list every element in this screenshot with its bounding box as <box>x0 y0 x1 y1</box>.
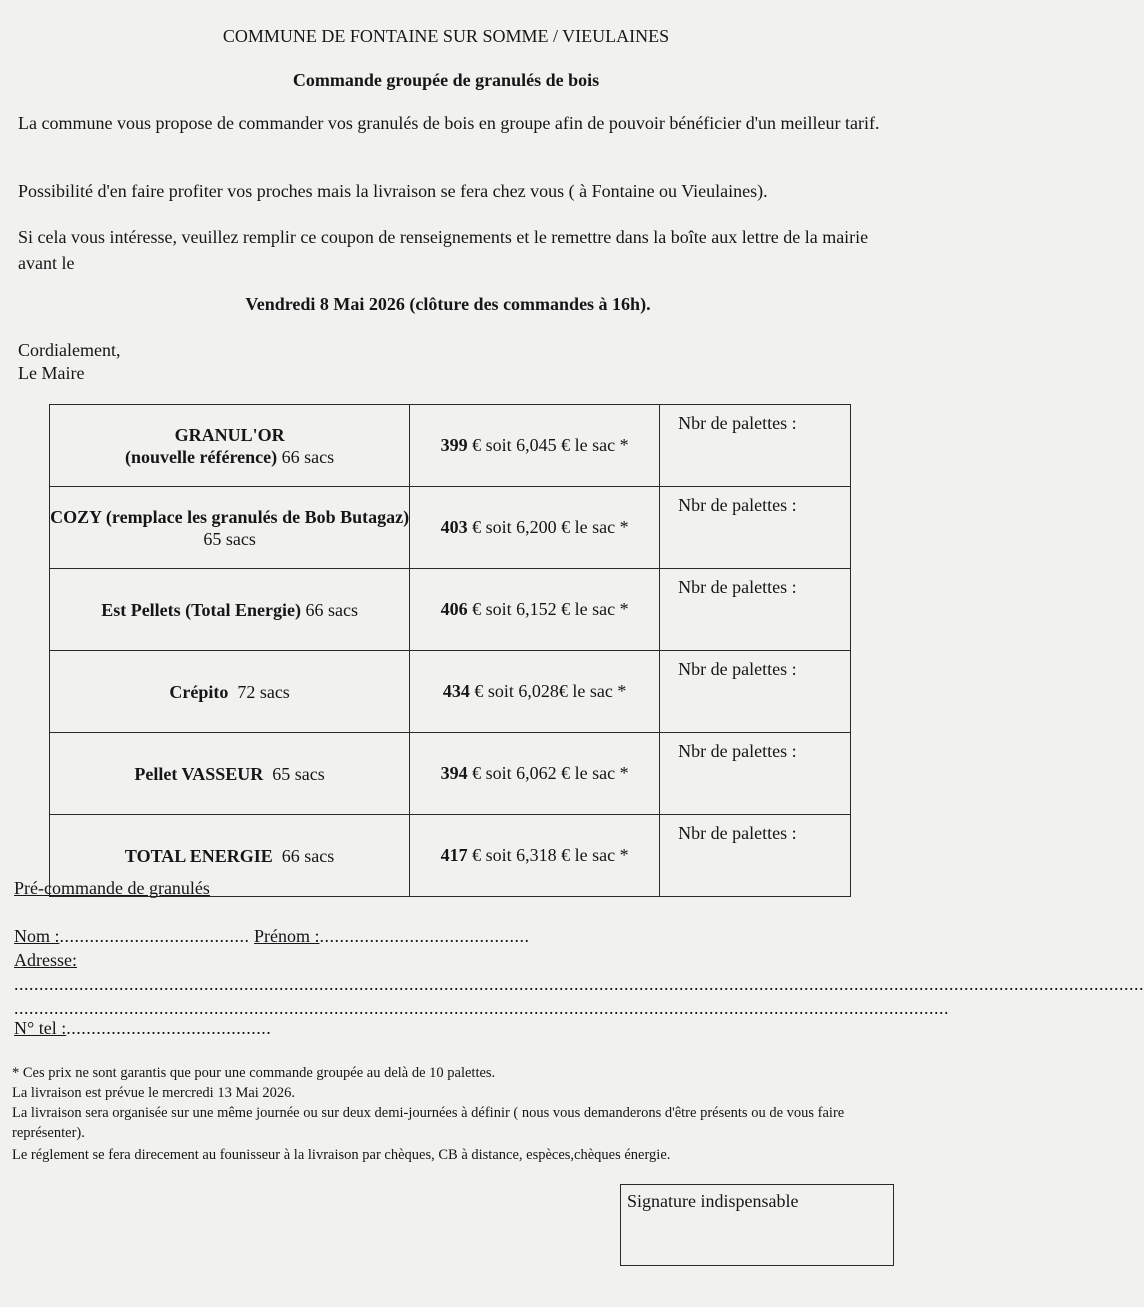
price-detail: € soit 6,152 € le sac * <box>467 599 629 619</box>
pallet-price: 406 <box>440 599 468 619</box>
product-price <box>410 815 660 897</box>
table-row <box>50 487 851 569</box>
pallet-price: 403 <box>440 517 468 537</box>
pallets-field[interactable]: Nbr de palettes : <box>660 733 851 815</box>
pallet-price: 399 <box>440 435 468 455</box>
note-delivery-date: La livraison est prévue le mercredi 13 Mai 2026. <box>12 1085 296 1101</box>
commune-heading: COMMUNE DE FONTAINE SUR SOMME / VIEULAINES <box>222 26 670 46</box>
tel-field[interactable]: ......................................... <box>66 1018 272 1038</box>
pallet-price: 394 <box>440 763 468 783</box>
pallets-field[interactable]: Nbr de palettes : <box>660 487 851 569</box>
product-name <box>50 569 410 651</box>
table-row <box>50 569 851 651</box>
price-detail: € soit 6,318 € le sac * <box>467 845 629 865</box>
product-name-bold: TOTAL ENERGIE <box>124 845 273 866</box>
note-delivery-organisation: La livraison sera organisée sur une même journée ou sur deux demi-journées à définir ( nous vous demanderons d'être présents ou de vous faire représenter). <box>12 1105 845 1141</box>
product-bags: 66 sacs <box>301 599 358 620</box>
pallet-price: 417 <box>440 845 468 865</box>
product-price <box>410 487 660 569</box>
price-detail: € soit 6,028€ le sac * <box>469 681 627 701</box>
signature-box[interactable] <box>620 1184 894 1266</box>
table-row <box>50 405 851 487</box>
product-price <box>410 651 660 733</box>
price-detail: € soit 6,200 € le sac * <box>467 517 629 537</box>
product-bags: 65 sacs <box>263 763 325 784</box>
proches-paragraph: Possibilité d'en faire profiter vos proches mais la livraison se fera chez vous ( à Fontaine ou Vieulaines). <box>18 181 768 201</box>
preorder-title: Pré-commande de granulés <box>14 878 210 898</box>
pallets-field[interactable]: Nbr de palettes : <box>660 815 851 897</box>
product-name-bold: GRANUL'OR <box>174 424 285 445</box>
deadline: Vendredi 8 Mai 2026 (clôture des commandes à 16h). <box>245 294 651 314</box>
note-price-guarantee: * Ces prix ne sont garantis que pour une commande groupée au delà de 10 palettes. <box>12 1065 496 1081</box>
table-row <box>50 733 851 815</box>
intro-paragraph: La commune vous propose de commander vos granulés de bois en groupe afin de pouvoir bénéficier d'un meilleur tarif. <box>18 113 880 133</box>
pallets-field[interactable]: Nbr de palettes : <box>660 569 851 651</box>
table-row <box>50 651 851 733</box>
prenom-field[interactable]: .......................................... <box>319 926 530 946</box>
price-detail: € soit 6,062 € le sac * <box>467 763 629 783</box>
document-subject: Commande groupée de granulés de bois <box>292 70 600 90</box>
adresse-field-line1[interactable]: .................................................................................................................................................................................................................................. <box>14 974 1144 994</box>
product-name-bold-line2: (nouvelle référence) <box>125 446 278 467</box>
price-detail: € soit 6,045 € le sac * <box>467 435 629 455</box>
product-name-bold: Crépito <box>169 681 229 702</box>
nom-label: Nom : <box>14 926 60 946</box>
product-name <box>50 405 410 487</box>
product-bags: 72 sacs <box>228 681 290 702</box>
product-price <box>410 733 660 815</box>
pallets-field[interactable]: Nbr de palettes : <box>660 405 851 487</box>
product-name-bold: COZY (remplace les granulés de Bob Butagaz) <box>50 506 410 527</box>
product-name <box>50 651 410 733</box>
instructions-paragraph: Si cela vous intéresse, veuillez remplir ce coupon de renseignements et le remettre dans la boîte aux lettre de la mairie avant le <box>18 227 869 273</box>
nom-field[interactable]: ...................................... <box>59 926 250 946</box>
signature-label: Signature indispensable <box>627 1191 799 1211</box>
product-name <box>50 733 410 815</box>
product-name-bold: Est Pellets (Total Energie) <box>101 599 301 620</box>
adresse-label: Adresse: <box>14 950 77 970</box>
name-row <box>14 926 530 947</box>
product-price <box>410 405 660 487</box>
note-payment: Le réglement se fera direcement au founisseur à la livraison par chèques, CB à distance, espèces,chèques énergie. <box>12 1147 671 1163</box>
products-table <box>49 404 851 897</box>
pallets-field[interactable]: Nbr de palettes : <box>660 651 851 733</box>
tel-label: N° tel : <box>14 1018 67 1038</box>
tel-row <box>14 1018 271 1039</box>
prenom-label: Prénom : <box>254 926 320 946</box>
product-price <box>410 569 660 651</box>
product-name-bold: Pellet VASSEUR <box>134 763 264 784</box>
product-bags: 66 sacs <box>272 845 335 866</box>
signatory: Le Maire <box>18 363 85 383</box>
product-name <box>50 487 410 569</box>
pallet-price: 434 <box>442 681 470 701</box>
closing: Cordialement, <box>18 340 121 360</box>
adresse-field-line2[interactable]: ........................................................................................................................................................................................... <box>14 998 949 1018</box>
product-bags: 66 sacs <box>277 446 335 467</box>
product-bags: 65 sacs <box>203 528 256 549</box>
